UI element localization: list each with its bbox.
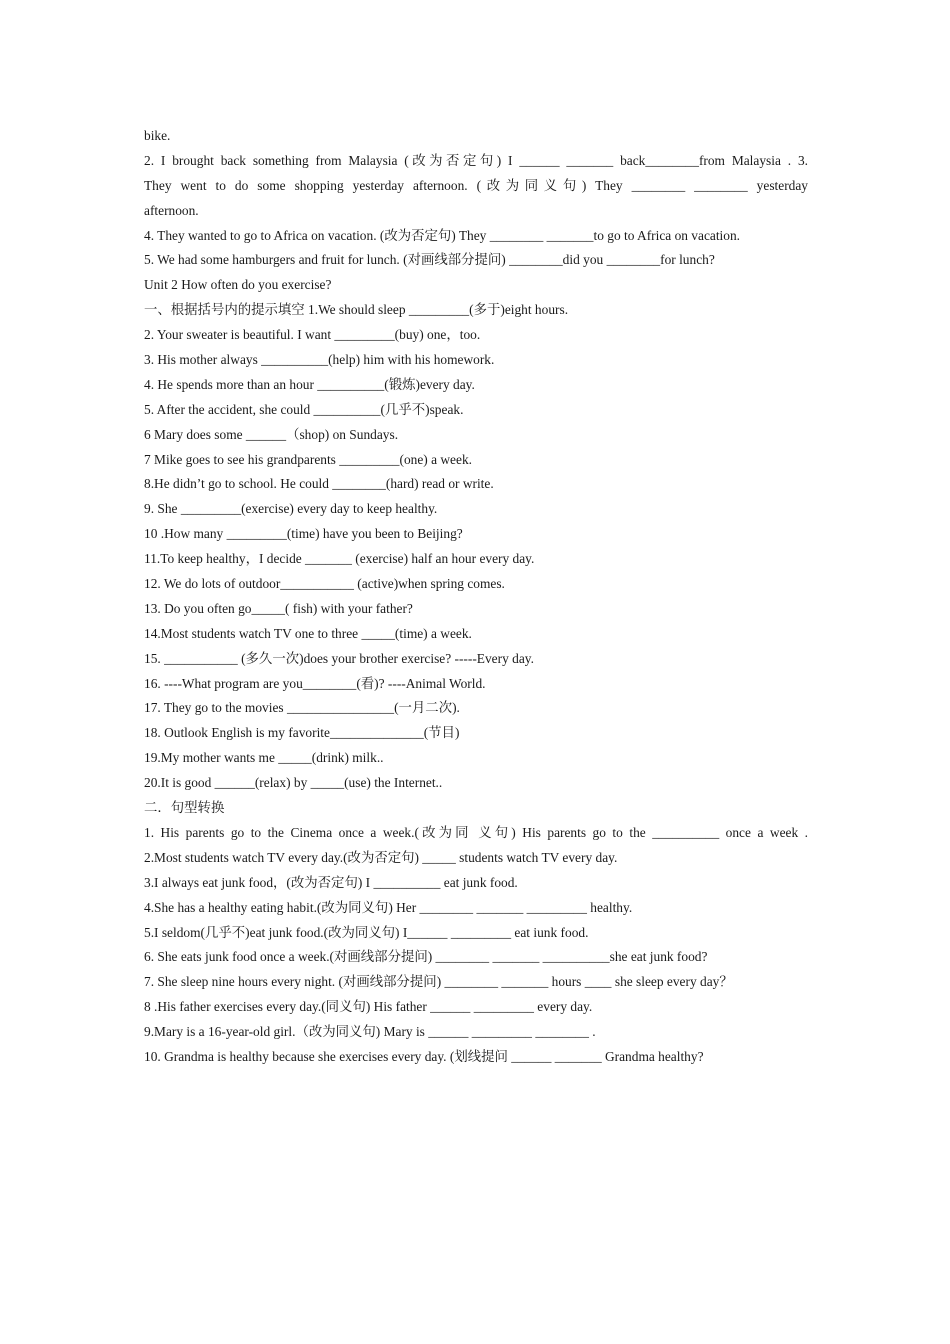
text-line: afternoon. [144,202,199,218]
text-line: 9.Mary is a 16-year-old girl.（改为同义句) Mary is ______ _________ ________ . [144,1024,596,1040]
text-line: 6 Mary does some ______（shop) on Sundays. [144,426,399,442]
text-line: 2.Most students watch TV every day.(改为否定句) _____ students watch TV every day. [144,849,618,865]
section-heading: 二．句型转换 [144,800,225,816]
text-line: 12. We do lots of outdoor___________ (active)when spring comes. [144,576,505,592]
text-line: 4. He spends more than an hour __________(锻炼)every day. [144,376,475,392]
text-line: 5. We had some hamburgers and fruit for lunch. (对画线部分提问) ________did you ________for lunch? [144,252,715,268]
text-line: 16. ----What program are you________(看)? ----Animal World. [144,675,486,691]
text-line: 3.I always eat junk food，(改为否定句) I __________ eat junk food. [144,874,518,890]
text-line: 一、根据括号内的提示填空 1.We should sleep _________(多于)eight hours. [144,302,569,318]
text-line: 9. She _________(exercise) every day to keep healthy. [144,501,438,517]
text-line: 4.She has a healthy eating habit.(改为同义句) Her ________ _______ _________ healthy. [144,899,633,915]
text-line: 17. They go to the movies ________________(一月二次). [144,700,460,716]
text-line: 8.He didn’t go to school. He could ________(hard) read or write. [144,476,494,492]
text-line: 15. ___________ (多久一次)does your brother exercise? -----Every day. [144,650,534,666]
text-line: 19.My mother wants me _____(drink) milk.. [144,750,384,766]
document-page [144,124,808,1070]
text-line: 2. I brought back something from Malaysia (改为否定句) I ______ _______ back________from Malaysia . 3. [144,152,808,168]
text-line: 20.It is good ______(relax) by _____(use) the Internet.. [144,775,443,791]
text-line: 5.I seldom(几乎不)eat junk food.(改为同义句) I______ _________ eat iunk food. [144,924,589,940]
text-line: 10. Grandma is healthy because she exercises every day. (划线提问 ______ _______ Grandma healthy? [144,1048,704,1064]
text-line: 14.Most students watch TV one to three _____(time) a week. [144,625,472,641]
text-line: 11.To keep healthy，I decide _______ (exercise) half an hour every day. [144,551,535,567]
text-line: 18. Outlook English is my favorite______________(节目) [144,725,460,741]
text-line: 13. Do you often go_____( fish) with your father? [144,600,413,616]
text-line: 10 .How many _________(time) have you been to Beijing? [144,526,463,542]
text-line: bike. [144,128,171,143]
text-line: 2. Your sweater is beautiful. I want _________(buy) one，too. [144,327,481,343]
text-line: 6. She eats junk food once a week.(对画线部分提问) ________ _______ __________she eat junk food? [144,949,708,965]
text-line: 4. They wanted to go to Africa on vacation. (改为否定句) They ________ _______to go to Africa on vacation. [144,227,741,243]
text-line: They went to do some shopping yesterday afternoon. (改为同义句) They ________ ________ yesterday [144,177,808,193]
text-line: 3. His mother always __________(help) him with his homework. [144,352,495,368]
text-line: 7 Mike goes to see his grandparents _________(one) a week. [144,451,472,467]
text-line: 8 .His father exercises every day.(同义句) His father ______ _________ every day. [144,999,593,1015]
text-line: 7. She sleep nine hours every night. (对画线部分提问) ________ _______ hours ____ she sleep every day？ [144,974,733,990]
text-line: 1. His parents go to the Cinema once a week.(改为同 义句) His parents go to the __________ once a week . [144,824,808,840]
text-line: 5. After the accident, she could __________(几乎不)speak. [144,401,464,417]
section-heading: Unit 2 How often do you exercise? [144,277,332,293]
